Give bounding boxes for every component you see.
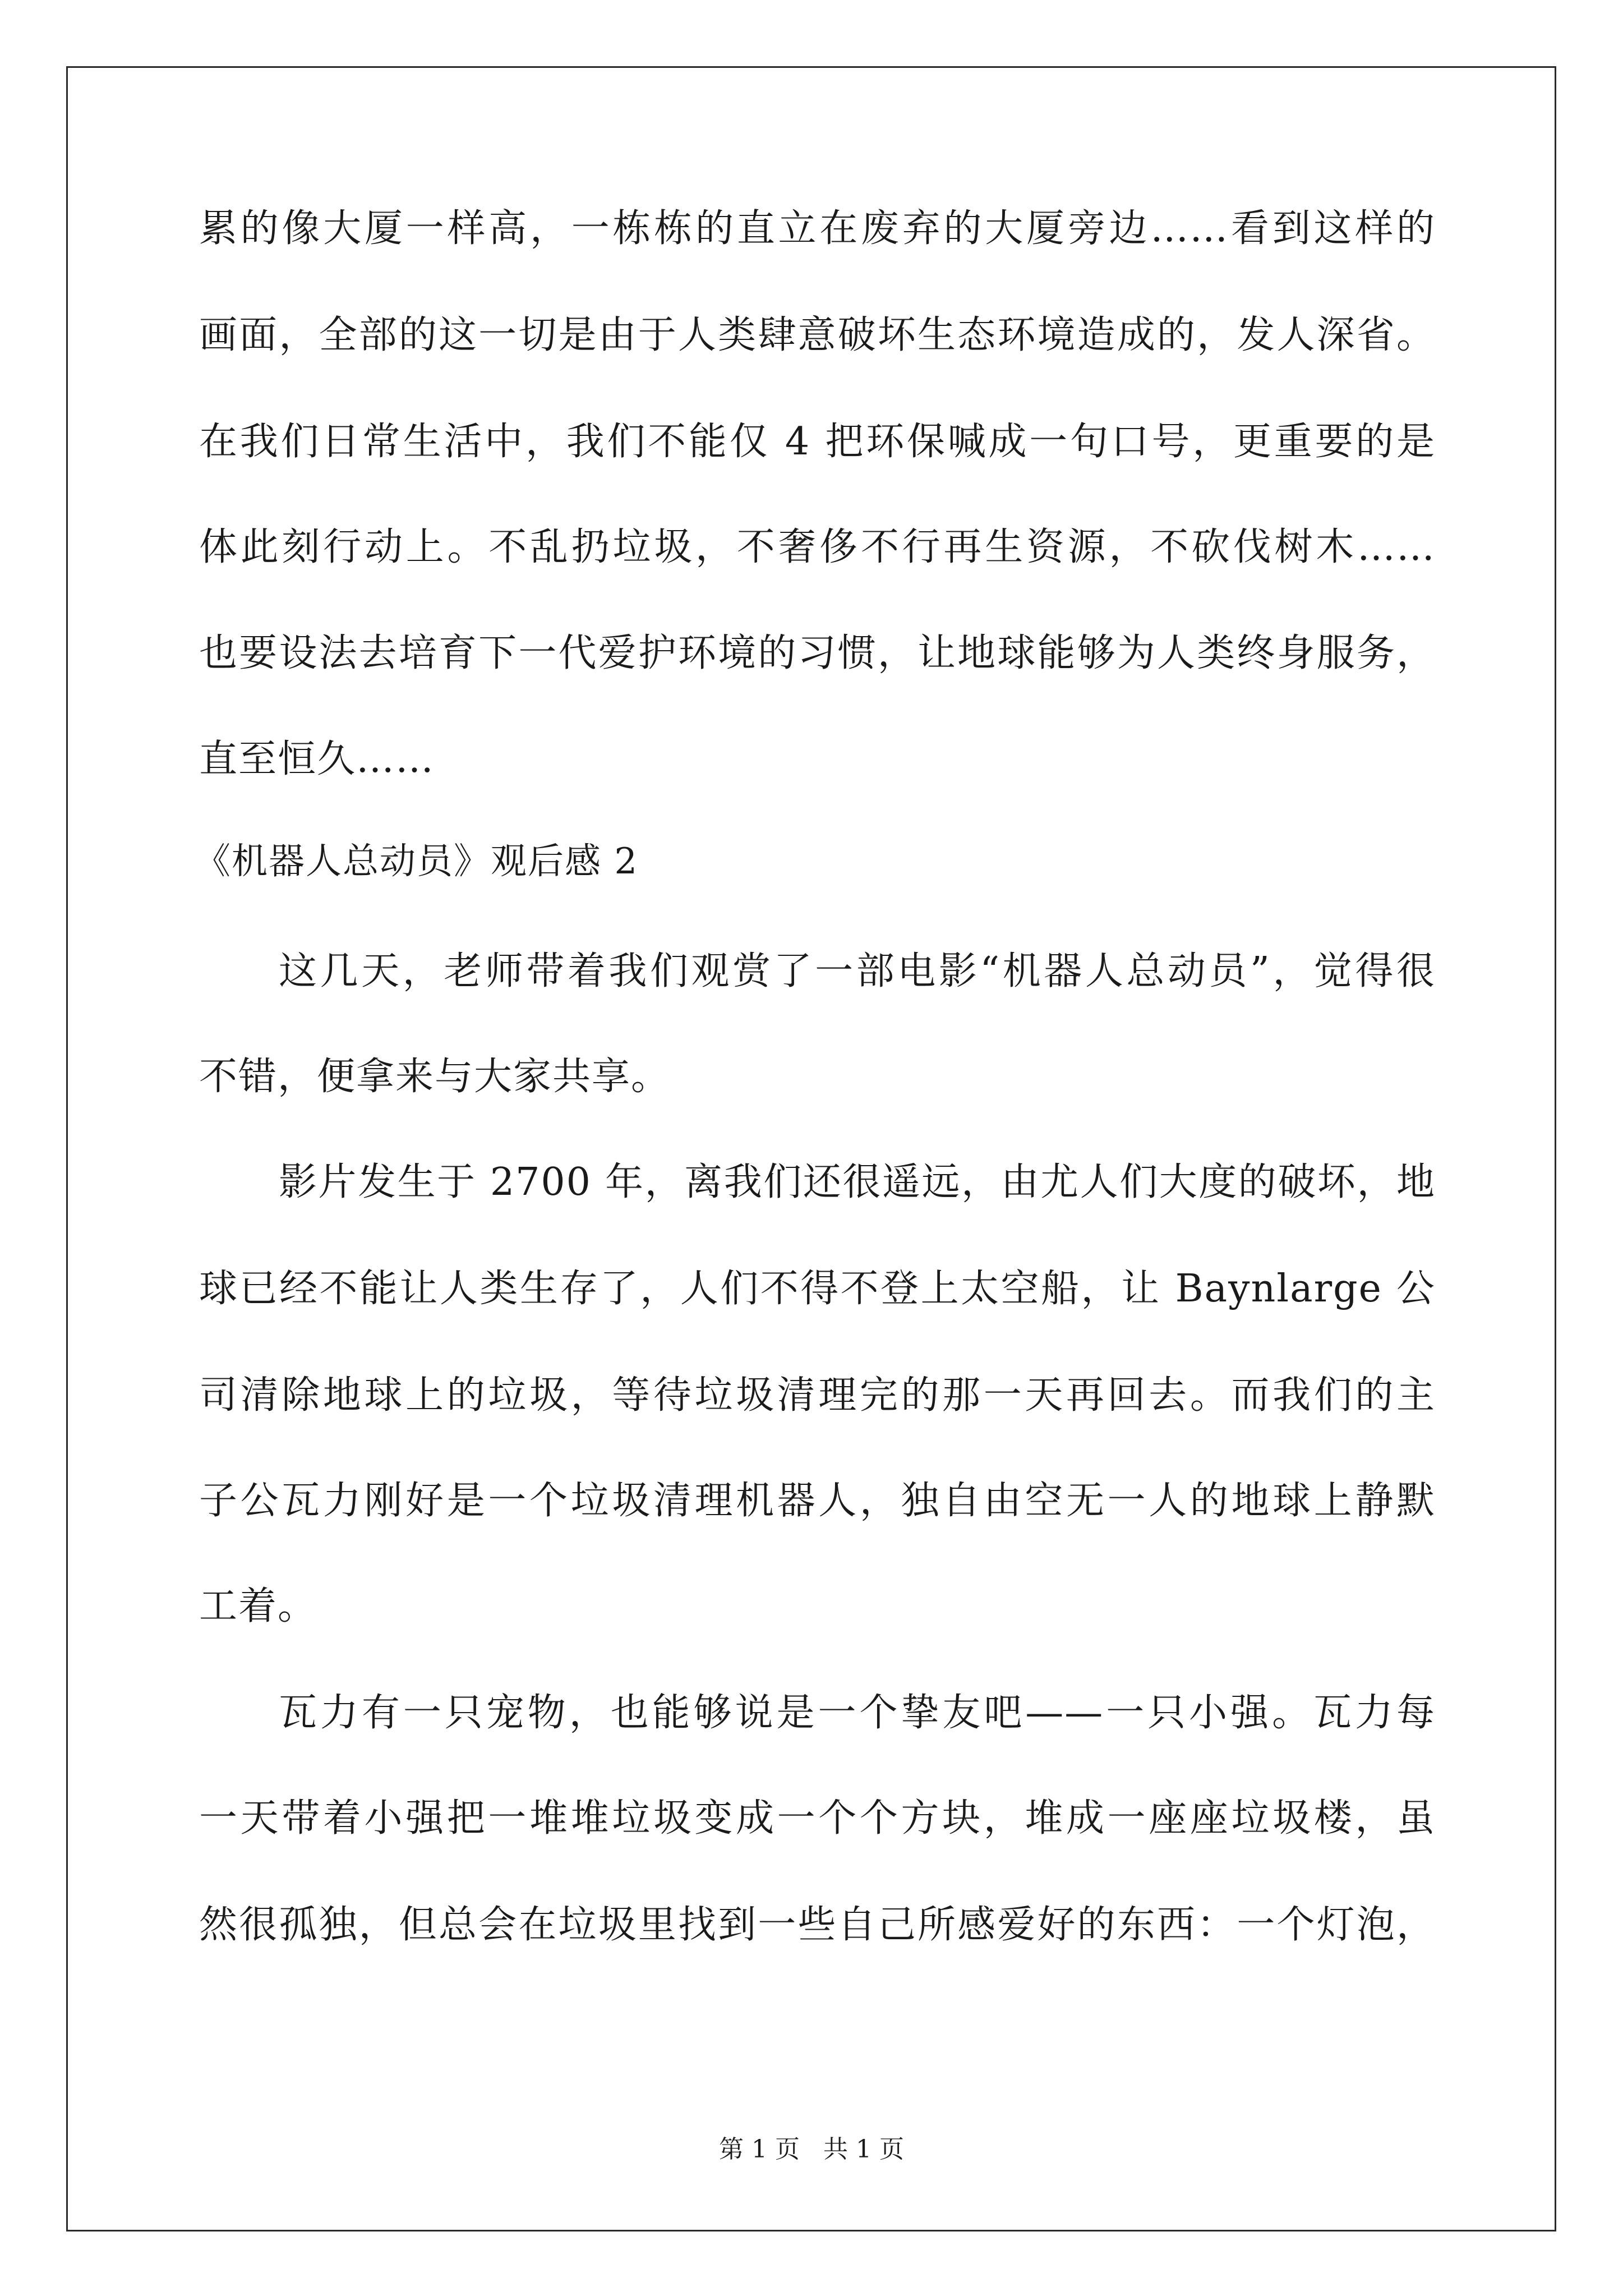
text-line: 也要设法去培育下一代爱护环境的习惯，让地球能够为人类终身服务， — [199, 631, 1436, 675]
paragraph-first-line: 这几天，老师带着我们观赏了一部电影“机器人总动员”，觉得很 — [279, 949, 1436, 993]
text-line: 在我们日常生活中，我们不能仅 4 把环保喊成一句口号，更重要的是 — [199, 420, 1436, 464]
paragraph-first-line: 瓦力有一只宠物，也能够说是一个挚友吧——一只小强。瓦力每 — [279, 1691, 1436, 1735]
text-line: 子公瓦力刚好是一个垃圾清理机器人，独自由空无一人的地球上静默 — [199, 1479, 1436, 1523]
text-line: 直至恒久…… — [199, 737, 435, 781]
text-line: 然很孤独，但总会在垃圾里找到一些自己所感爱好的东西：一个灯泡， — [199, 1903, 1436, 1947]
page-number: 第 1 页 — [719, 2135, 800, 2164]
text-line: 累的像大厦一样高，一栋栋的直立在废弃的大厦旁边……看到这样的 — [199, 206, 1436, 251]
text-line: 画面，全部的这一切是由于人类肆意破坏生态环境造成的，发人深省。 — [199, 313, 1436, 357]
page-total: 共 1 页 — [823, 2135, 904, 2164]
text-line: 工着。 — [199, 1584, 317, 1628]
text-line: 球已经不能让人类生存了，人们不得不登上太空船，让 Baynlarge 公 — [199, 1267, 1436, 1311]
text-line: 不错，便拿来与大家共享。 — [199, 1055, 671, 1099]
page-footer — [0, 2133, 1623, 2166]
text-line: 体此刻行动上。不乱扔垃圾，不奢侈不行再生资源，不砍伐树木…… — [199, 525, 1436, 569]
text-line: 一天带着小强把一堆堆垃圾变成一个个方块，堆成一座座垃圾楼，虽 — [199, 1796, 1436, 1841]
section-heading: 《机器人总动员》观后感 2 — [195, 841, 639, 882]
paragraph-first-line: 影片发生于 2700 年，离我们还很遥远，由尤人们大度的破坏，地 — [279, 1160, 1436, 1204]
text-line: 司清除地球上的垃圾，等待垃圾清理完的那一天再回去。而我们的主 — [199, 1373, 1436, 1418]
